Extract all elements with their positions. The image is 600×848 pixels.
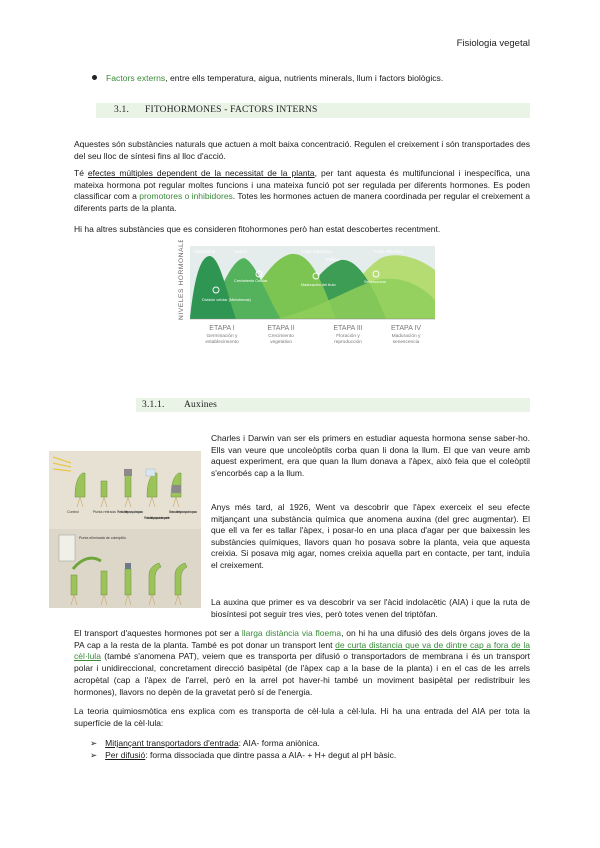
bullet-term: Factors externs	[106, 73, 166, 83]
coleoptile-experiment-figure	[49, 451, 201, 608]
paragraph-went: Anys més tard, al 1926, Went va descobrir que l'àpex exerceix el seu efecte mitjançant una substància química que anomena auxina (del grec augmentar). El que ell va fer es tallar l'àpex, i posar-lo en una placa d'agar per que baixessin les substàncies químiques, llavors quan ho posava sobre la planta, veia que aquesta creixia. Si posava mig agar, nomes creixia aquella part en contacte, per tant, induïa el creixement.	[211, 502, 530, 570]
subsection-title: Auxines	[184, 400, 218, 410]
p2-highlight: promotores o inhibidores	[139, 191, 233, 202]
coleoptile-figure-svg	[49, 451, 201, 608]
item-2-text: : forma dissociada que dintre passa a AIA- + H+ degut al pH bàsic.	[145, 750, 397, 760]
label-auxin: Auxina	[234, 249, 247, 254]
bullet-external-factors	[92, 73, 532, 83]
y-axis-label: NIVELES HORMONALES	[178, 240, 185, 320]
paragraph-transport	[74, 628, 530, 698]
arrow-bullet-icon: ➢	[90, 738, 98, 748]
stage-2-desc2: vegetativo	[270, 340, 292, 345]
coleoptile-b2	[101, 571, 107, 595]
label-ethylene: Etileno	[326, 257, 339, 262]
stage-2-name: ETAPA II	[267, 325, 295, 332]
coleoptile-opaque-cap	[125, 473, 131, 497]
annotation-growth: Crecimiento Celular	[234, 279, 268, 283]
paragraph-chemiosmotic: La teoria quimiosmòtica ens explica com es transporta de cèl·lula a cèl·lula. Hi ha una entrada del AIA per tota la superfície de la cèl·lula:	[74, 706, 530, 728]
label-gibberellin: Ácido Giberélico	[301, 249, 332, 254]
list-item-transporters	[90, 738, 320, 749]
label-base: Base cubierta por capucha opaca	[169, 510, 197, 514]
p2-text-a: Té	[74, 168, 88, 178]
base-cap	[172, 485, 181, 493]
stage-4-desc1: Maduración y	[391, 334, 421, 339]
stage-1-name: ETAPA I	[209, 325, 235, 332]
label-transparent: Punta cubierta por capucha transparente	[144, 516, 170, 520]
stage-4-desc2: senescencia	[392, 340, 420, 345]
opaque-cap	[124, 469, 132, 476]
label-opaque: Punta cubierta por capucha opaca	[117, 510, 143, 514]
paragraph-darwin: Charles i Darwin van ser els primers en estudiar aquesta hormona sense saber-ho. Ells van veure que uncoleòptils corba quan li dona la llum. El que van veure amb aquest experiment, era que quan la llum donava a l'àpex, això feia que el coleòptil s'encorbés cap a la llum.	[211, 433, 530, 478]
stage-1-desc1: Germinación y	[206, 334, 238, 339]
paragraph-iaa: La auxina que primer es va descobrir va ser l'àcid indolacètic (AIA) i que la ruta de biosíntesi pot seguir tres vies, però totes venen del triptòfan.	[211, 597, 530, 619]
annotation-senescence: Senescencia	[364, 280, 386, 284]
transport-highlight-short: de curta distancia que va de dintre cap a fora de la cèl·lula	[74, 639, 530, 662]
figure-note: Punta eliminada de coleóptilo	[79, 536, 126, 540]
p2-underlined: efectes múltiples dependent de la necessitat de la planta	[87, 168, 315, 178]
section-number: 3.1.	[114, 105, 130, 115]
coleoptile-b1	[71, 575, 77, 595]
agar-cap-bottom	[125, 563, 131, 569]
stage-4-name: ETAPA IV	[390, 325, 422, 332]
stage-3-name: ETAPA III	[333, 325, 363, 332]
label-tip-removed: Punta retirada	[93, 510, 116, 514]
bullet-text: , entre ells temperatura, aigua, nutrients minerals, llum i factors biològics.	[165, 73, 444, 83]
coleoptile-tip-removed	[101, 481, 107, 497]
paragraph-definition: Aquestes són substàncies naturals que actuen a molt baixa concentració. Regulen el creixement i són transportades des del seu lloc de síntesi fins al lloc d'acció.	[74, 139, 530, 161]
hormone-levels-chart	[176, 240, 441, 362]
section-title: FITOHORMONES - FACTORS INTERNS	[145, 105, 318, 115]
transport-text-a: El transport d'aquestes hormones pot ser a	[74, 628, 242, 638]
item-1-term: Mitjançant transportadors d'entrada	[105, 738, 239, 748]
list-item-diffusion	[90, 750, 396, 761]
stage-2-desc1: Crecimiento	[268, 334, 294, 339]
agar-block	[59, 535, 75, 561]
annotation-division: División celular (Meristemas)	[202, 298, 251, 302]
transport-text-c: , on hi ha una difusió des dels òrgans joves de la PA cap a la resta de la planta. També es pot donar un transport lent	[74, 628, 530, 650]
page-header-title: Fisiologia vegetal	[456, 38, 530, 49]
annotation-ripening: Maduración del fruto	[301, 283, 336, 287]
label-control: Control	[67, 510, 79, 514]
bullet-dot-icon	[92, 75, 97, 80]
p2-text-e: . Totes les hormones actuen de manera coordinada per regular el creixement a diferents parts de la planta.	[74, 191, 530, 214]
hormone-chart-svg	[176, 240, 441, 362]
coleoptile-b3	[125, 569, 131, 595]
item-1-text: : AIA- forma aniònica.	[238, 738, 320, 748]
paragraph-other-substances: Hi ha altres substàncies que es consideren fitohormones però han estat descobertes recentment.	[74, 224, 441, 234]
p2-text-c: , per tant aquesta és multifuncional i inespecífica, una mateixa hormona pot regular moltes funcions i una mateixa funció pot ser regulada per diferents hormones. Es poden classificar com a	[74, 168, 530, 202]
subsection-number: 3.1.1.	[142, 400, 165, 410]
arrow-bullet-icon: ➢	[90, 750, 98, 760]
transparent-cap	[146, 469, 155, 476]
transport-highlight-phloem: llarga distància via floema	[241, 628, 342, 638]
stage-3-desc1: Floración y	[336, 334, 360, 339]
item-2-term: Per difusió	[105, 750, 146, 760]
paragraph-effects	[74, 168, 530, 215]
label-abscisic: Ácido abscísico	[374, 249, 404, 254]
stage-3-desc2: reproducción	[334, 340, 362, 345]
transport-text-e: (també s'anomena PAT), veiem que es transporta per difusió o transportadors de membrana i és un transport polar i unidireccional, concretament direcció basipètal (de l'àpex cap a la base de la planta) i en el cas de les arrels acropètal (cap a l'àpex de l'arrel, però en la arrel pot haver-hi també un moviment basipètal per redistribuir les hormones), llavors no depèn de la gravetat però sí de l'energia.	[74, 651, 530, 697]
stage-1-desc2: establecimiento	[205, 340, 239, 345]
label-cytokinin: Citoquinina	[194, 249, 215, 254]
